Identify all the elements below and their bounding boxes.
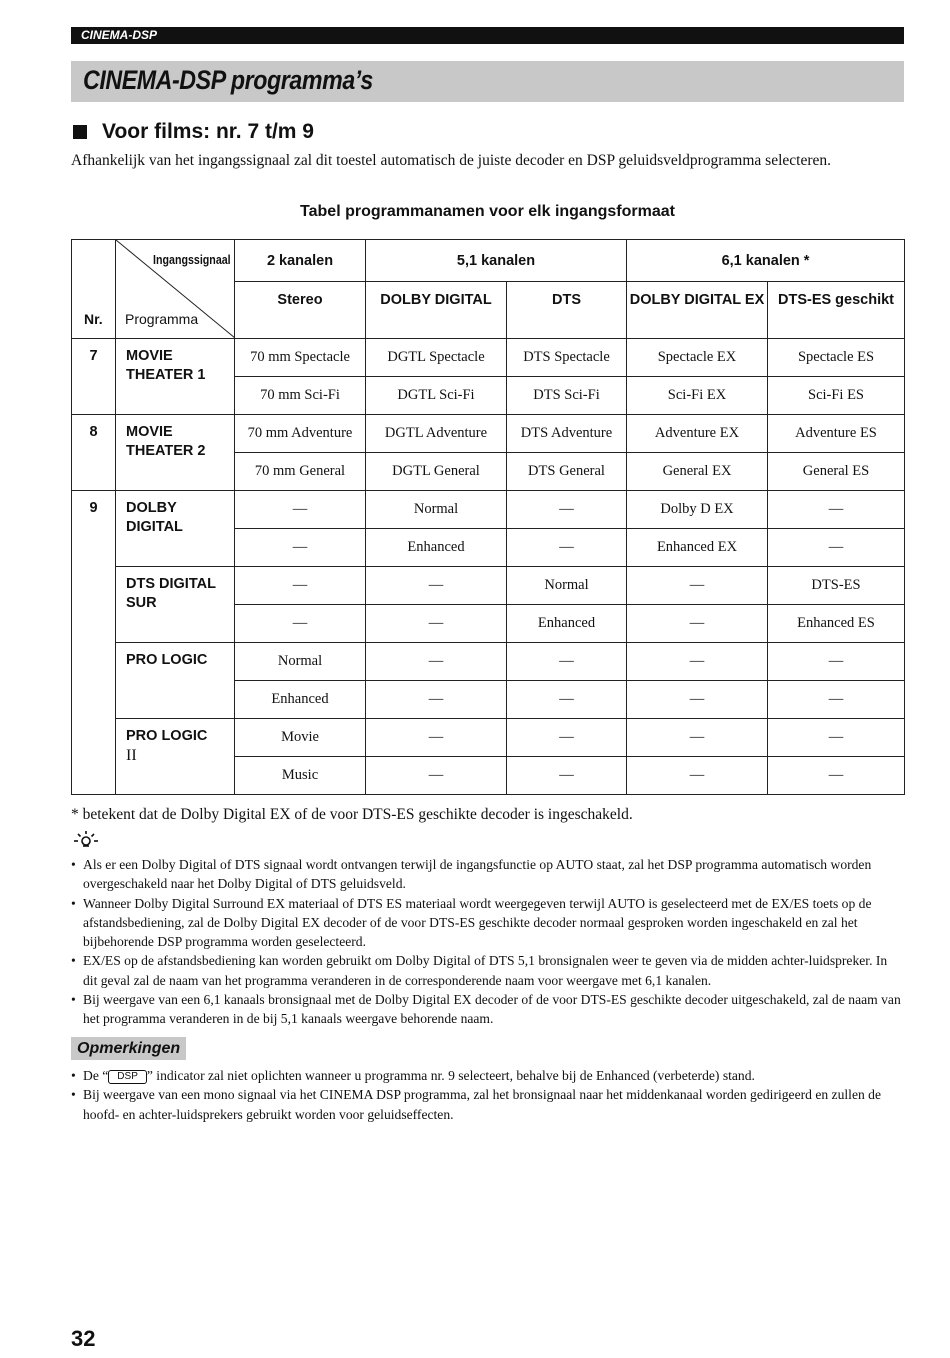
hints-list <box>71 855 904 1029</box>
mode-cell: — <box>235 529 366 567</box>
table-row <box>72 339 905 377</box>
table-row <box>72 491 905 529</box>
program-table <box>71 239 905 795</box>
mode-cell: — <box>768 529 905 567</box>
table-row <box>72 567 905 605</box>
nr-header: Nr. <box>84 311 103 327</box>
mode-cell: DTS Sci-Fi <box>507 377 627 415</box>
mode-cell: — <box>768 643 905 681</box>
table-row <box>72 415 905 453</box>
mode-cell: General ES <box>768 453 905 491</box>
mode-cell: — <box>507 643 627 681</box>
column-header: DOLBY DIGITAL EX <box>627 282 768 339</box>
section-heading <box>73 120 314 144</box>
remark-text: De “ <box>83 1068 109 1083</box>
mode-cell: — <box>507 681 627 719</box>
lightbulb-hint-icon <box>72 830 100 848</box>
program-name: DTS DIGITAL SUR <box>116 567 235 643</box>
mode-cell: Enhanced <box>507 605 627 643</box>
mode-cell: — <box>627 567 768 605</box>
intro-paragraph: Afhankelijk van het ingangssignaal zal dit toestel automatisch de juiste decoder en DSP geluidsveldprogramma selecteren. <box>71 152 831 169</box>
mode-cell: DTS General <box>507 453 627 491</box>
mode-cell: — <box>627 681 768 719</box>
mode-cell: Enhanced <box>235 681 366 719</box>
list-item: • EX/ES op de afstandsbediening kan worden gebruikt om Dolby Digital of DTS 5,1 bronsignalen weer te geven via de midden achter-luidspreker. In dit geval zal de naam van het programma veranderen in de corresponderende naam voor weergave met 6,1 kanalen. <box>71 951 904 990</box>
column-header: DTS <box>507 282 627 339</box>
table-caption: Tabel programmanamen voor elk ingangsformaat <box>300 203 675 220</box>
program-number: 8 <box>72 415 116 491</box>
page-title-box <box>71 61 904 102</box>
program-name: MOVIE THEATER 2 <box>116 415 235 491</box>
group-header: 5,1 kanalen <box>366 240 627 282</box>
corner-header-cell <box>116 240 235 339</box>
page-title: CINEMA-DSP programma’s <box>83 65 373 95</box>
mode-cell: — <box>768 681 905 719</box>
mode-cell: Normal <box>235 643 366 681</box>
mode-cell: Spectacle ES <box>768 339 905 377</box>
mode-cell: — <box>627 757 768 795</box>
mode-cell: — <box>366 605 507 643</box>
mode-cell: DGTL General <box>366 453 507 491</box>
mode-cell: Movie <box>235 719 366 757</box>
list-item: • Wanneer Dolby Digital Surround EX materiaal of DTS ES materiaal wordt weergegeven terwijl AUTO is geselecteerd met de EX/ES toets op de afstandsbediening, zal de Dolby Digital EX decoder of de voor DTS-ES geschikte decoder normaal gesproken worden ingeschakeld en zal het bijbehorende DSP programma worden geselecteerd. <box>71 894 904 952</box>
program-name: MOVIE THEATER 1 <box>116 339 235 415</box>
mode-cell: — <box>768 719 905 757</box>
mode-cell: Normal <box>507 567 627 605</box>
mode-cell: DGTL Adventure <box>366 415 507 453</box>
mode-cell: Enhanced <box>366 529 507 567</box>
mode-cell: Adventure EX <box>627 415 768 453</box>
program-number: 9 <box>72 491 116 795</box>
mode-cell: DGTL Sci-Fi <box>366 377 507 415</box>
dsp-indicator-icon: DSP <box>108 1070 147 1084</box>
program-name: PRO LOGIC <box>126 728 208 744</box>
mode-cell: — <box>366 567 507 605</box>
mode-cell: 70 mm Sci-Fi <box>235 377 366 415</box>
program-name: DOLBY DIGITAL <box>116 491 235 567</box>
column-header: DOLBY DIGITAL <box>366 282 507 339</box>
program-header: Programma <box>125 311 199 327</box>
mode-cell: — <box>366 757 507 795</box>
mode-cell: DTS Adventure <box>507 415 627 453</box>
mode-cell: — <box>627 719 768 757</box>
column-header: DTS-ES geschikt <box>768 282 905 339</box>
program-name-suffix: II <box>126 747 137 764</box>
table-row <box>72 643 905 681</box>
mode-cell: — <box>768 491 905 529</box>
mode-cell: DTS-ES <box>768 567 905 605</box>
table-row <box>72 719 905 757</box>
program-name: PRO LOGIC <box>116 643 235 719</box>
table-footnote: * betekent dat de Dolby Digital EX of de voor DTS-ES geschikte decoder is ingeschakeld. <box>71 806 633 823</box>
mode-cell: — <box>507 529 627 567</box>
mode-cell: General EX <box>627 453 768 491</box>
mode-cell: — <box>235 567 366 605</box>
group-header: 2 kanalen <box>235 240 366 282</box>
square-bullet-icon <box>73 125 87 139</box>
section-heading-text: Voor films: nr. 7 t/m 9 <box>102 120 314 143</box>
mode-cell: — <box>507 757 627 795</box>
program-name-cell <box>116 719 235 795</box>
mode-cell: — <box>235 491 366 529</box>
mode-cell: — <box>366 643 507 681</box>
mode-cell: Sci-Fi EX <box>627 377 768 415</box>
mode-cell: Music <box>235 757 366 795</box>
list-item: • Als er een Dolby Digital of DTS signaal wordt ontvangen terwijl de ingangsfunctie op AUTO staat, zal het DSP programma automatisch worden overgeschakeld naar het Dolby Digital of DTS geluidsveld. <box>71 855 904 894</box>
column-header: Stereo <box>235 282 366 339</box>
mode-cell: Spectacle EX <box>627 339 768 377</box>
list-item <box>71 1066 904 1085</box>
nr-header-cell <box>72 240 116 339</box>
mode-cell: — <box>366 681 507 719</box>
mode-cell: — <box>507 491 627 529</box>
mode-cell: — <box>235 605 366 643</box>
mode-cell: DTS Spectacle <box>507 339 627 377</box>
mode-cell: — <box>768 757 905 795</box>
mode-cell: Enhanced EX <box>627 529 768 567</box>
program-number: 7 <box>72 339 116 415</box>
mode-cell: Dolby D EX <box>627 491 768 529</box>
input-signal-header: Ingangssignaal <box>153 252 231 267</box>
mode-cell: Enhanced ES <box>768 605 905 643</box>
section-tag-bar <box>71 27 904 44</box>
list-item: • Bij weergave van een mono signaal via het CINEMA DSP programma, zal het bronsignaal naar het middenkanaal worden gedirigeerd en zullen de hoofd- en achter-luidsprekers gebruikt worden voor geluidseffecten. <box>71 1085 904 1124</box>
section-tag: CINEMA-DSP <box>81 28 158 42</box>
group-header: 6,1 kanalen * <box>627 240 905 282</box>
remarks-heading: Opmerkingen <box>71 1037 186 1060</box>
mode-cell: — <box>627 605 768 643</box>
remark-text: ” indicator zal niet oplichten wanneer u programma nr. 9 selecteert, behalve bij de Enhanced (verbeterde) stand. <box>146 1068 755 1083</box>
mode-cell: DGTL Spectacle <box>366 339 507 377</box>
mode-cell: 70 mm General <box>235 453 366 491</box>
mode-cell: Adventure ES <box>768 415 905 453</box>
mode-cell: 70 mm Spectacle <box>235 339 366 377</box>
list-item: • Bij weergave van een 6,1 kanaals bronsignaal met de Dolby Digital EX decoder of de voor DTS-ES geschikte decoder uitgeschakeld, zal de naam van het programma veranderen in de bij 5,1 kanaals weergave behorende naam. <box>71 990 904 1029</box>
mode-cell: — <box>627 643 768 681</box>
page-number: 32 <box>71 1326 96 1351</box>
mode-cell: — <box>507 719 627 757</box>
mode-cell: Normal <box>366 491 507 529</box>
remarks-list <box>71 1066 904 1124</box>
mode-cell: Sci-Fi ES <box>768 377 905 415</box>
mode-cell: 70 mm Adventure <box>235 415 366 453</box>
mode-cell: — <box>366 719 507 757</box>
